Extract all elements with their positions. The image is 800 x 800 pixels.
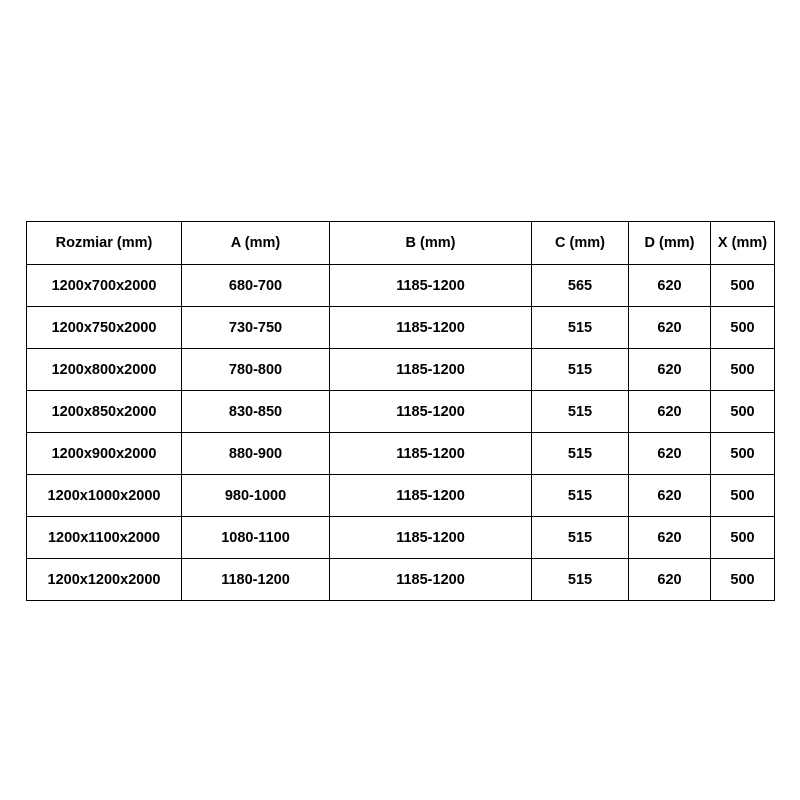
cell-a: 1180-1200 bbox=[182, 559, 330, 601]
cell-rozmiar: 1200x700x2000 bbox=[27, 265, 182, 307]
cell-x: 500 bbox=[711, 433, 775, 475]
table-row bbox=[27, 433, 775, 475]
cell-rozmiar: 1200x900x2000 bbox=[27, 433, 182, 475]
cell-b: 1185-1200 bbox=[330, 391, 532, 433]
cell-c: 515 bbox=[532, 349, 629, 391]
cell-rozmiar: 1200x750x2000 bbox=[27, 307, 182, 349]
table-row bbox=[27, 349, 775, 391]
cell-a: 880-900 bbox=[182, 433, 330, 475]
table-row bbox=[27, 559, 775, 601]
column-header-c: C (mm) bbox=[532, 222, 629, 265]
size-table-container bbox=[26, 221, 774, 601]
column-header-b: B (mm) bbox=[330, 222, 532, 265]
cell-x: 500 bbox=[711, 559, 775, 601]
cell-c: 515 bbox=[532, 475, 629, 517]
cell-d: 620 bbox=[629, 433, 711, 475]
column-header-rozmiar: Rozmiar (mm) bbox=[27, 222, 182, 265]
cell-a: 680-700 bbox=[182, 265, 330, 307]
cell-d: 620 bbox=[629, 475, 711, 517]
table-body bbox=[27, 265, 775, 601]
table-header bbox=[27, 222, 775, 265]
cell-d: 620 bbox=[629, 307, 711, 349]
cell-a: 730-750 bbox=[182, 307, 330, 349]
cell-c: 515 bbox=[532, 559, 629, 601]
cell-c: 515 bbox=[532, 391, 629, 433]
cell-x: 500 bbox=[711, 349, 775, 391]
cell-c: 565 bbox=[532, 265, 629, 307]
cell-x: 500 bbox=[711, 265, 775, 307]
cell-b: 1185-1200 bbox=[330, 433, 532, 475]
cell-d: 620 bbox=[629, 517, 711, 559]
cell-b: 1185-1200 bbox=[330, 307, 532, 349]
cell-rozmiar: 1200x800x2000 bbox=[27, 349, 182, 391]
cell-rozmiar: 1200x1100x2000 bbox=[27, 517, 182, 559]
cell-x: 500 bbox=[711, 307, 775, 349]
cell-b: 1185-1200 bbox=[330, 475, 532, 517]
cell-b: 1185-1200 bbox=[330, 265, 532, 307]
cell-rozmiar: 1200x1200x2000 bbox=[27, 559, 182, 601]
cell-c: 515 bbox=[532, 307, 629, 349]
cell-rozmiar: 1200x850x2000 bbox=[27, 391, 182, 433]
cell-a: 830-850 bbox=[182, 391, 330, 433]
cell-d: 620 bbox=[629, 349, 711, 391]
cell-c: 515 bbox=[532, 517, 629, 559]
cell-a: 780-800 bbox=[182, 349, 330, 391]
cell-rozmiar: 1200x1000x2000 bbox=[27, 475, 182, 517]
cell-x: 500 bbox=[711, 475, 775, 517]
table-header-row bbox=[27, 222, 775, 265]
cell-c: 515 bbox=[532, 433, 629, 475]
cell-b: 1185-1200 bbox=[330, 559, 532, 601]
table-row bbox=[27, 475, 775, 517]
column-header-x: X (mm) bbox=[711, 222, 775, 265]
cell-x: 500 bbox=[711, 517, 775, 559]
table-row bbox=[27, 391, 775, 433]
cell-a: 1080-1100 bbox=[182, 517, 330, 559]
cell-d: 620 bbox=[629, 559, 711, 601]
cell-a: 980-1000 bbox=[182, 475, 330, 517]
cell-b: 1185-1200 bbox=[330, 349, 532, 391]
cell-d: 620 bbox=[629, 265, 711, 307]
cell-b: 1185-1200 bbox=[330, 517, 532, 559]
table-row bbox=[27, 307, 775, 349]
table-row bbox=[27, 517, 775, 559]
size-table bbox=[26, 221, 775, 601]
cell-d: 620 bbox=[629, 391, 711, 433]
table-row bbox=[27, 265, 775, 307]
cell-x: 500 bbox=[711, 391, 775, 433]
column-header-d: D (mm) bbox=[629, 222, 711, 265]
column-header-a: A (mm) bbox=[182, 222, 330, 265]
